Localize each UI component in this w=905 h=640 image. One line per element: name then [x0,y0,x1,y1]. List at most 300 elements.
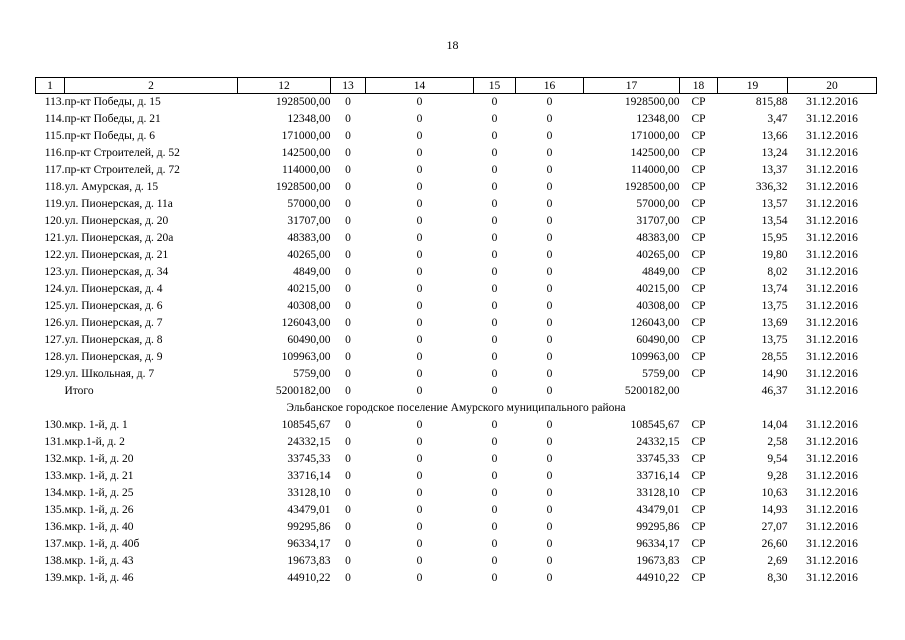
header-cell: 15 [474,78,516,94]
cell-value-15: 0 [491,283,498,295]
cell-amount-12: 114000,00 [282,164,331,176]
cell-code-18: СР [691,198,706,210]
cell-value-16: 0 [546,385,553,397]
cell-value-13: 0 [345,232,351,244]
cell-amount-17: 24332,15 [636,436,680,448]
cell-amount-17: 40215,00 [636,283,680,295]
cell-address: мкр. 1-й, д. 20 [64,453,134,465]
cell-address: пр-кт Победы, д. 6 [64,130,155,142]
cell-value-16: 0 [546,266,553,278]
table-row [36,298,877,315]
cell-value-14: 0 [416,538,423,550]
cell-value-15: 0 [491,436,498,448]
table-row [36,247,877,264]
cell-value-13: 0 [345,249,351,261]
table-row [36,128,877,145]
cell-amount-12: 4849,00 [293,266,331,278]
cell-date-20: 31.12.2016 [806,317,858,329]
cell-date-20: 31.12.2016 [806,249,858,261]
cell-row-number: 126. [44,317,65,329]
cell-value-15: 0 [491,232,498,244]
cell-value-19: 14,93 [761,504,788,516]
table-row [36,451,877,468]
cell-date-20: 31.12.2016 [806,181,858,193]
cell-value-13: 0 [345,453,351,465]
cell-value-19: 13,74 [761,283,788,295]
cell-date-20: 31.12.2016 [806,453,858,465]
cell-code-18: СР [691,113,706,125]
cell-date-20: 31.12.2016 [806,572,858,584]
cell-row-number: 119. [44,198,65,210]
cell-amount-17: 142500,00 [630,147,680,159]
table-row [36,94,877,112]
cell-amount-17: 44910,22 [636,572,680,584]
cell-amount-12: 40265,00 [287,249,331,261]
cell-row-number: 137. [44,538,65,550]
cell-value-16: 0 [546,232,553,244]
cell-value-16: 0 [546,504,553,516]
cell-address: пр-кт Победы, д. 15 [64,96,161,108]
cell-row-number: 124. [44,283,65,295]
cell-value-19: 10,63 [761,487,788,499]
table-row [36,468,877,485]
cell-value-13: 0 [345,266,351,278]
cell-value-19: 815,88 [755,96,788,108]
cell-value-16: 0 [546,453,553,465]
cell-value-19: 13,37 [761,164,788,176]
cell-address: ул. Пионерская, д. 20а [64,232,174,244]
cell-date-20: 31.12.2016 [806,385,858,397]
cell-code-18: СР [691,453,706,465]
cell-value-16: 0 [546,130,553,142]
cell-address: ул. Пионерская, д. 21 [64,249,169,261]
cell-date-20: 31.12.2016 [806,130,858,142]
table-row [36,570,877,587]
cell-amount-12: 40215,00 [287,283,331,295]
cell-value-16: 0 [546,470,553,482]
cell-address: мкр. 1-й, д. 1 [64,419,128,431]
cell-address: ул. Амурская, д. 15 [64,181,159,193]
cell-date-20: 31.12.2016 [806,147,858,159]
cell-amount-12: 60490,00 [287,334,331,346]
cell-value-14: 0 [416,283,423,295]
cell-value-15: 0 [491,470,498,482]
cell-address: мкр. 1-й, д. 40б [64,538,140,550]
cell-row-number: 125. [44,300,65,312]
cell-date-20: 31.12.2016 [806,300,858,312]
cell-value-19: 13,57 [761,198,788,210]
cell-code-18: СР [691,266,706,278]
cell-row-number: 139. [44,572,65,584]
cell-value-13: 0 [345,572,351,584]
cell-value-14: 0 [416,164,423,176]
cell-address: пр-кт Строителей, д. 52 [64,147,180,159]
cell-value-14: 0 [416,130,423,142]
cell-value-13: 0 [345,555,351,567]
cell-value-19: 26,60 [761,538,788,550]
cell-value-15: 0 [491,198,498,210]
cell-value-15: 0 [491,147,498,159]
cell-amount-17: 4849,00 [642,266,680,278]
cell-value-13: 0 [345,181,351,193]
cell-amount-12: 126043,00 [281,317,331,329]
cell-address: мкр. 1-й, д. 40 [64,521,134,533]
cell-value-13: 0 [345,334,351,346]
cell-value-13: 0 [345,385,351,397]
table-row [36,111,877,128]
cell-value-14: 0 [416,215,423,227]
cell-amount-17: 19673,83 [636,555,680,567]
cell-code-18 [680,383,718,400]
cell-value-15: 0 [491,487,498,499]
header-cell: 14 [366,78,474,94]
cell-amount-12: 12348,00 [287,113,331,125]
table-row [36,366,877,383]
cell-date-20: 31.12.2016 [806,351,858,363]
cell-address: пр-кт Победы, д. 21 [64,113,161,125]
cell-code-18: СР [691,300,706,312]
cell-row-number: 116. [44,147,65,159]
table-row [36,502,877,519]
cell-date-20: 31.12.2016 [806,198,858,210]
table-row [36,383,877,400]
cell-amount-17: 1928500,00 [624,181,680,193]
cell-value-14: 0 [416,232,423,244]
cell-row-number: 127. [44,334,65,346]
cell-value-14: 0 [416,368,423,380]
cell-value-16: 0 [546,147,553,159]
cell-value-16: 0 [546,198,553,210]
cell-date-20: 31.12.2016 [806,538,858,550]
cell-value-14: 0 [416,317,423,329]
cell-value-15: 0 [491,538,498,550]
cell-value-15: 0 [491,385,498,397]
header-cell: 16 [516,78,584,94]
cell-value-14: 0 [416,521,423,533]
cell-value-13: 0 [345,147,351,159]
table-row [36,485,877,502]
cell-value-15: 0 [491,96,498,108]
cell-value-19: 9,54 [767,453,788,465]
cell-amount-17: 48383,00 [636,232,680,244]
header-cell: 13 [331,78,366,94]
cell-amount-17: 5759,00 [642,368,680,380]
cell-value-15: 0 [491,351,498,363]
section-title: Эльбанское городское поселение Амурского муниципального района [286,402,626,414]
cell-value-13: 0 [345,198,351,210]
cell-code-18: СР [691,215,706,227]
cell-row-number: 131. [44,436,65,448]
cell-value-16: 0 [546,351,553,363]
cell-row-number: 133. [44,470,65,482]
cell-address: ул. Школьная, д. 7 [64,368,155,380]
cell-address: мкр. 1-й, д. 21 [64,470,134,482]
cell-row-number: 123. [44,266,65,278]
cell-value-16: 0 [546,538,553,550]
cell-address: мкр.1-й, д. 2 [64,436,125,448]
header-row [36,78,877,94]
cell-date-20: 31.12.2016 [806,436,858,448]
cell-value-14: 0 [416,113,423,125]
cell-amount-17: 60490,00 [636,334,680,346]
cell-value-14: 0 [416,181,423,193]
table-row [36,196,877,213]
cell-value-19: 2,69 [767,555,788,567]
cell-value-14: 0 [416,453,423,465]
cell-amount-17: 5200182,00 [624,385,680,397]
cell-code-18: СР [691,283,706,295]
cell-row-number: 135. [44,504,65,516]
cell-code-18: СР [691,555,706,567]
cell-value-13: 0 [345,504,351,516]
cell-value-14: 0 [416,470,423,482]
cell-value-19: 46,37 [761,385,788,397]
cell-code-18: СР [691,351,706,363]
cell-value-13: 0 [345,521,351,533]
cell-amount-17: 40308,00 [636,300,680,312]
cell-value-15: 0 [491,215,498,227]
cell-value-16: 0 [546,181,553,193]
table-row [36,281,877,298]
cell-amount-12: 142500,00 [281,147,331,159]
table-row [36,264,877,281]
cell-amount-12: 109963,00 [281,351,331,363]
cell-row-number: 129. [44,368,65,380]
cell-value-16: 0 [546,521,553,533]
cell-value-14: 0 [416,487,423,499]
cell-code-18: СР [691,147,706,159]
header-cell: 1 [36,78,65,94]
table-row [36,434,877,451]
data-table [35,77,877,587]
cell-value-13: 0 [345,419,351,431]
cell-code-18: СР [691,96,706,108]
table-row [36,213,877,230]
section-row [36,400,877,417]
header-cell: 20 [788,78,877,94]
cell-amount-12: 24332,15 [287,436,331,448]
cell-date-20: 31.12.2016 [806,368,858,380]
cell-value-15: 0 [491,181,498,193]
cell-value-16: 0 [546,419,553,431]
cell-amount-17: 57000,00 [636,198,680,210]
cell-amount-12: 5759,00 [293,368,331,380]
cell-value-15: 0 [491,300,498,312]
table-row [36,417,877,434]
cell-value-19: 15,95 [761,232,788,244]
cell-row-number: 114. [44,113,65,125]
cell-value-16: 0 [546,572,553,584]
cell-value-14: 0 [416,198,423,210]
cell-amount-17: 33745,33 [636,453,680,465]
cell-date-20: 31.12.2016 [806,215,858,227]
cell-date-20: 31.12.2016 [806,487,858,499]
cell-amount-12: 1928500,00 [275,96,331,108]
cell-value-15: 0 [491,453,498,465]
cell-date-20: 31.12.2016 [806,555,858,567]
cell-amount-17: 40265,00 [636,249,680,261]
cell-row-number: 122. [44,249,65,261]
cell-amount-12: 5200182,00 [275,385,331,397]
cell-value-16: 0 [546,368,553,380]
cell-value-19: 14,90 [761,368,788,380]
cell-value-16: 0 [546,487,553,499]
cell-amount-12: 33716,14 [287,470,331,482]
table-row [36,349,877,366]
cell-date-20: 31.12.2016 [806,504,858,516]
cell-amount-17: 33716,14 [636,470,680,482]
cell-row-number: 138. [44,555,65,567]
cell-value-19: 2,58 [767,436,788,448]
cell-code-18: СР [691,232,706,244]
cell-date-20: 31.12.2016 [806,113,858,125]
cell-value-19: 8,30 [767,572,788,584]
table-row [36,519,877,536]
page-number: 18 [446,38,459,52]
cell-value-13: 0 [345,436,351,448]
table-body-top [36,94,877,401]
table-row [36,162,877,179]
cell-address: мкр. 1-й, д. 46 [64,572,134,584]
cell-value-16: 0 [546,283,553,295]
cell-address: ул. Пионерская, д. 20 [64,215,169,227]
cell-amount-17: 109963,00 [630,351,680,363]
cell-code-18: СР [691,249,706,261]
cell-value-13: 0 [345,487,351,499]
cell-value-14: 0 [416,96,423,108]
cell-row-number: 121. [44,232,65,244]
cell-row-number: 115. [44,130,65,142]
cell-amount-12: 31707,00 [287,215,331,227]
cell-code-18: СР [691,181,706,193]
cell-date-20: 31.12.2016 [806,164,858,176]
cell-value-19: 13,69 [761,317,788,329]
cell-amount-17: 33128,10 [636,487,680,499]
cell-value-15: 0 [491,419,498,431]
cell-value-15: 0 [491,555,498,567]
cell-value-16: 0 [546,215,553,227]
cell-value-16: 0 [546,96,553,108]
cell-value-13: 0 [345,283,351,295]
cell-value-13: 0 [345,130,351,142]
cell-value-15: 0 [491,504,498,516]
cell-row-number: 134. [44,487,65,499]
cell-address: мкр. 1-й, д. 26 [64,504,134,516]
cell-code-18: СР [691,504,706,516]
cell-value-15: 0 [491,266,498,278]
cell-amount-17: 31707,00 [636,215,680,227]
cell-date-20: 31.12.2016 [806,521,858,533]
cell-row-number: 130. [44,419,65,431]
cell-value-14: 0 [416,249,423,261]
cell-amount-12: 33745,33 [287,453,331,465]
cell-code-18: СР [691,572,706,584]
cell-value-14: 0 [416,572,423,584]
cell-value-16: 0 [546,164,553,176]
cell-value-13: 0 [345,317,351,329]
cell-value-19: 3,47 [767,113,788,125]
cell-amount-12: 171000,00 [281,130,331,142]
cell-address: мкр. 1-й, д. 25 [64,487,134,499]
cell-value-13: 0 [345,470,351,482]
cell-value-19: 13,24 [761,147,788,159]
cell-value-15: 0 [491,334,498,346]
table-body-bottom [36,417,877,587]
cell-amount-17: 99295,86 [636,521,680,533]
cell-amount-17: 43479,01 [636,504,680,516]
cell-amount-17: 114000,00 [631,164,680,176]
cell-amount-17: 96334,17 [636,538,680,550]
cell-date-20: 31.12.2016 [806,283,858,295]
cell-value-13: 0 [345,300,351,312]
cell-row-number: 132. [44,453,65,465]
table-row [36,332,877,349]
cell-value-14: 0 [416,334,423,346]
cell-date-20: 31.12.2016 [806,334,858,346]
cell-value-13: 0 [345,96,351,108]
cell-address: мкр. 1-й, д. 43 [64,555,134,567]
cell-value-19: 13,66 [761,130,788,142]
cell-value-13: 0 [345,113,351,125]
header-cell: 12 [238,78,331,94]
table-row [36,315,877,332]
cell-value-16: 0 [546,300,553,312]
cell-date-20: 31.12.2016 [806,470,858,482]
cell-value-14: 0 [416,436,423,448]
cell-amount-12: 1928500,00 [275,181,331,193]
header-cell: 19 [718,78,788,94]
cell-address: ул. Пионерская, д. 34 [64,266,169,278]
cell-row-number: 120. [44,215,65,227]
cell-value-16: 0 [546,334,553,346]
cell-amount-12: 19673,83 [287,555,331,567]
cell-value-15: 0 [491,130,498,142]
header-cell: 18 [680,78,718,94]
cell-value-19: 14,04 [761,419,788,431]
cell-amount-12: 48383,00 [287,232,331,244]
cell-value-13: 0 [345,215,351,227]
header-cell: 17 [584,78,680,94]
cell-row-number [36,383,65,400]
cell-date-20: 31.12.2016 [806,266,858,278]
cell-address: ул. Пионерская, д. 9 [64,351,163,363]
cell-amount-12: 44910,22 [287,572,331,584]
cell-amount-17: 126043,00 [630,317,680,329]
table-row [36,553,877,570]
cell-code-18: СР [691,419,706,431]
cell-value-13: 0 [345,368,351,380]
cell-code-18: СР [691,164,706,176]
cell-value-13: 0 [345,164,351,176]
cell-value-16: 0 [546,317,553,329]
cell-value-14: 0 [416,419,423,431]
cell-address: ул. Пионерская, д. 7 [64,317,163,329]
cell-code-18: СР [691,521,706,533]
cell-amount-17: 171000,00 [630,130,680,142]
cell-date-20: 31.12.2016 [806,232,858,244]
cell-address: ул. Пионерская, д. 8 [64,334,163,346]
cell-value-19: 13,54 [761,215,788,227]
cell-amount-12: 57000,00 [287,198,331,210]
cell-code-18: СР [691,470,706,482]
cell-code-18: СР [691,130,706,142]
cell-address: Итого [64,385,94,397]
cell-value-16: 0 [546,555,553,567]
cell-value-13: 0 [345,538,351,550]
cell-value-19: 28,55 [761,351,788,363]
cell-amount-12: 43479,01 [287,504,331,516]
cell-value-14: 0 [416,555,423,567]
